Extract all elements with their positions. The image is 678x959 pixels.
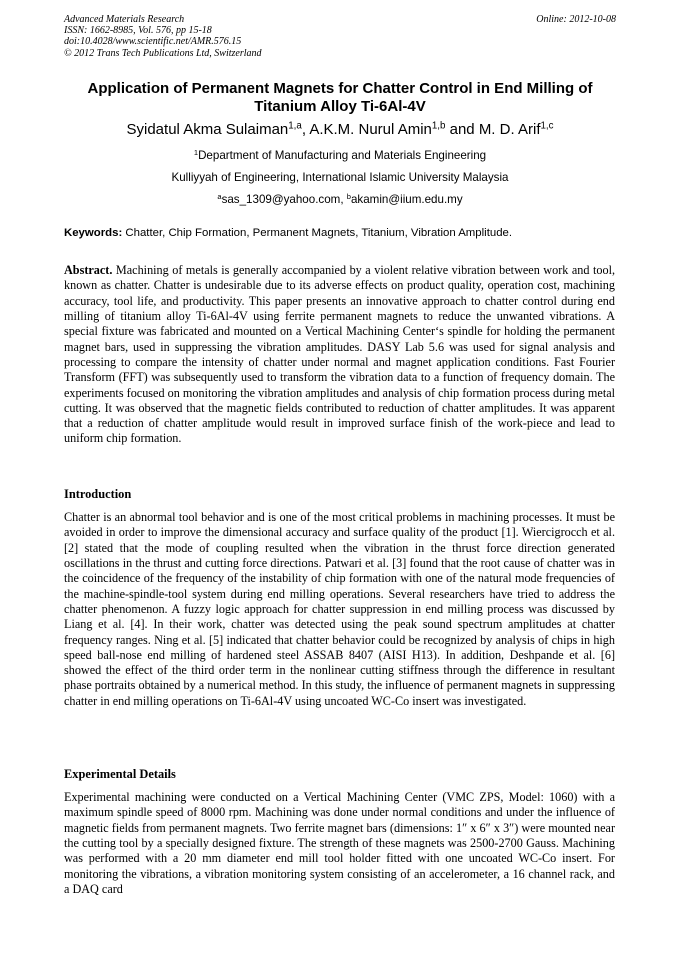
- journal-copyright: © 2012 Trans Tech Publications Ltd, Switzerland: [64, 47, 262, 59]
- keywords: [64, 226, 624, 240]
- affiliation-sup: 1: [193, 147, 199, 157]
- paper-title: [60, 80, 620, 116]
- introduction-heading: Introduction: [64, 487, 132, 501]
- journal-doi: doi:10.4028/www.scientific.net/AMR.576.15: [64, 36, 242, 48]
- author-separator: ,: [301, 121, 310, 138]
- keywords-text: Chatter, Chip Formation, Permanent Magnets, Titanium, Vibration Amplitude.: [122, 227, 513, 239]
- affiliation-department: [40, 149, 640, 163]
- introduction-text: Chatter is an abnormal tool behavior and is one of the most critical problems in machining processes. It must be avoided in order to improve the dimensional accuracy and surface quality of the product [1]. Wiercigrocch et al. [2] stated that the mode of coupling resulted when the vibration in the thrust force direction generated oscillations in the thrust and cutting force directions. Patwari et al. [3] found that the root cause of chatter was in the coincidence of the frequency of the instability of chip formation with one of the natural mode frequencies of the machine-spindle-tool system during end milling operations. Several researchers have tried to address the chatter phenomenon. A fuzzy logic approach for chatter suppression in end milling process was discussed by Liang et al. [4]. In their work, chatter was detected using the peak sound spectrum amplitudes at chatter frequency ranges. Ning et al. [5] indicated that chatter behavior could be recognized by analysis of chips in high speed ball-nose end milling of hardened steel ASSAB 8407 (AISI H13). In addition, Deshpande et al. [6] showed the effect of the third order term in the nonlinear cutting stiffness through the difference in resultant phase portraits obtained by a numerical method. In this study, the influence of permanent magnets in suppressing chatter in end milling operations on Ti-6Al-4V using uncoated WC-Co insert was investigated.: [64, 510, 615, 708]
- email-sup: b: [346, 191, 351, 201]
- experimental-heading: Experimental Details: [64, 767, 176, 781]
- abstract-label: Abstract.: [64, 263, 113, 277]
- author-list: [40, 121, 640, 139]
- title-line-1: Application of Permanent Magnets for Chatter Control in End Milling of: [87, 80, 593, 97]
- affiliation-institution: Kulliyyah of Engineering, International Islamic University Malaysia: [171, 171, 509, 184]
- journal-header: [64, 14, 616, 59]
- author-sup: 1,c: [540, 120, 554, 132]
- journal-issn: ISSN: 1662-8985, Vol. 576, pp 15-18: [64, 25, 212, 37]
- journal-info: [64, 14, 616, 59]
- keywords-label: Keywords:: [64, 227, 123, 239]
- online-date: Online: 2012-10-08: [536, 14, 616, 25]
- author-name: Syidatul Akma Sulaiman: [126, 121, 289, 138]
- author-name: A.K.M. Nurul Amin: [309, 121, 432, 138]
- experimental-text: Experimental machining were conducted on a Vertical Machining Center (VMC ZPS, Model: 1060) with a maximum spindle speed of 8000 rpm. Machining was done under normal conditions and under the influence of magnetic fields from permanent magnets. Two ferrite magnet bars (dimensions: 1″ x 6″ x 3″) were mounted near the cutting tool by a specially designed fixture. The strength of these magnets was 2500-2700 Gauss. Machining was performed with a 20 mm diameter end mill tool holder fitted with one uncoated WC-Co insert. For monitoring the vibrations, a vibration monitoring system consisting of an accelerometer, a 16 channel rack, and a DAQ card: [64, 790, 615, 896]
- author-sup: 1,b: [431, 120, 446, 132]
- email-sup: a: [217, 191, 222, 201]
- abstract-text: Machining of metals is generally accompanied by a violent relative vibration between work and tool, known as chatter. Chatter is undesirable due to its adverse effects on product quality, operation cost, machining accuracy, tool life, and productivity. This paper presents an innovative approach to chatter control during end milling of titanium alloy Ti-6Al-4V using ferrite permanent magnets to reduce the unwanted vibrations. A special fixture was fabricated and mounted on a Vertical Machining Center‘s spindle for holding the permanent magnet bars, used in suppressing the vibration amplitudes. DASY Lab 5.6 was used for signal analysis and processing to compare the intensity of chatter under normal and magnet application conditions. Fast Fourier Transform (FFT) was subsequently used to transform the vibration data to a function of frequency domain. The experiments focused on monitoring the vibration amplitudes and analysis of chip formation process during metal cutting. It was observed that the magnetic fields contributed to reduction of chatter amplitudes. It was apparent that a reduction of chatter amplitude would result in improved surface finish of the work-piece and lead to uniform chip formation.: [64, 263, 615, 446]
- author-sup: 1,a: [288, 120, 302, 132]
- email-b-link[interactable]: akamin@iium.edu.my: [350, 193, 463, 206]
- abstract: [64, 263, 615, 447]
- author-name: M. D. Arif: [478, 121, 541, 138]
- department-name: Department of Manufacturing and Materials Engineering: [198, 149, 487, 162]
- journal-name: Advanced Materials Research: [64, 14, 185, 25]
- email-a-link[interactable]: sas_1309@yahoo.com,: [221, 193, 347, 206]
- title-line-2: Titanium Alloy Ti-6Al-4V: [254, 98, 426, 115]
- author-emails: [40, 193, 640, 207]
- author-separator: and: [445, 121, 479, 138]
